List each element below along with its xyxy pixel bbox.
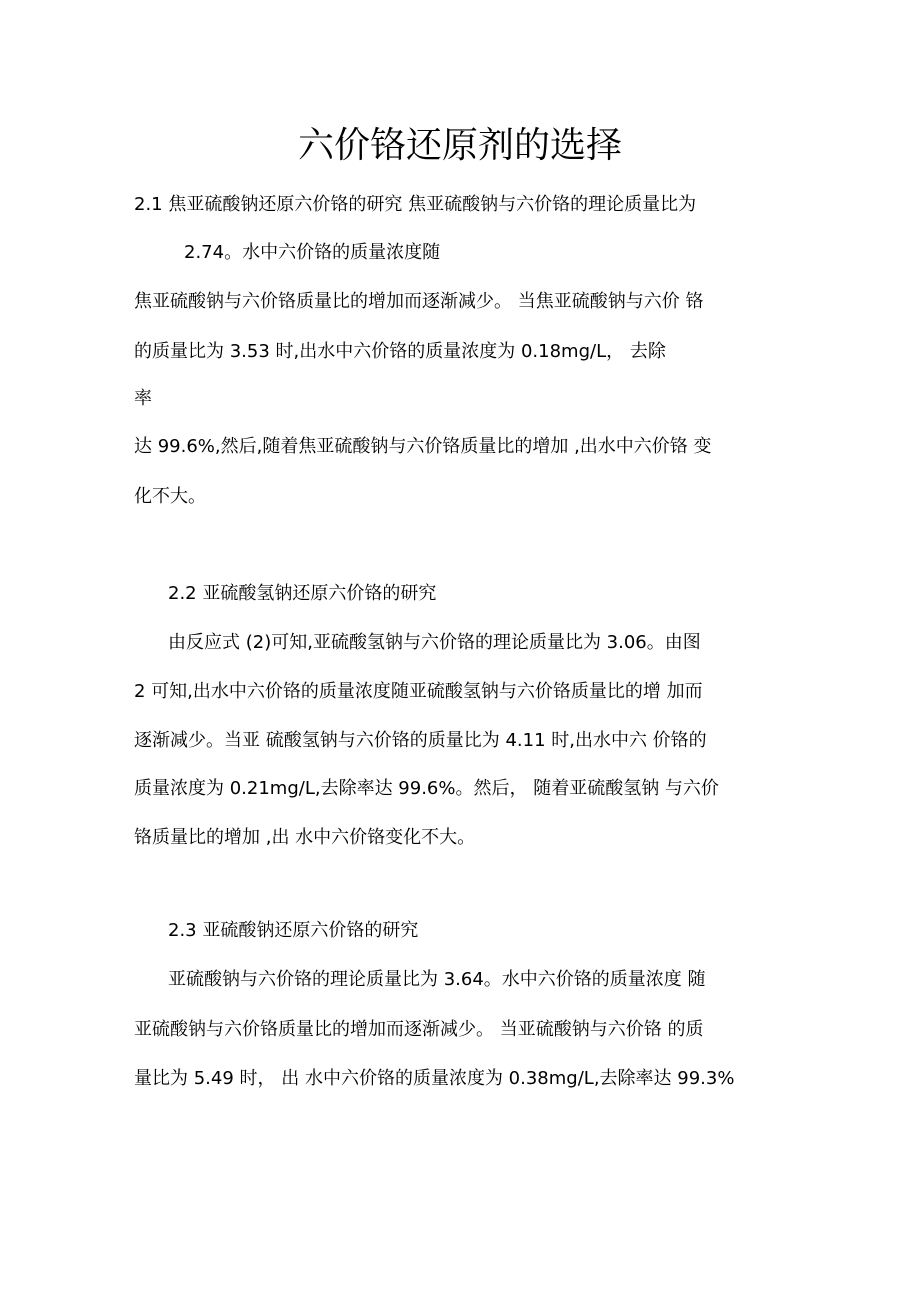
text-line-16: 亚硫酸钠与六价铬质量比的增加而逐渐减少。 当亚硫酸钠与六价铬 的质 — [134, 1019, 704, 1040]
text-line-7: 化不大。 — [134, 486, 206, 507]
section-heading-2-3: 2.3 亚硫酸钠还原六价铬的研究 — [168, 920, 419, 941]
text-line-15: 亚硫酸钠与六价铬的理论质量比为 3.64。水中六价铬的质量浓度 随 — [168, 969, 706, 990]
text-line-3: 焦亚硫酸钠与六价铬质量比的增加而逐渐减少。 当焦亚硫酸钠与六价 铬 — [134, 291, 704, 312]
text-line-10: 2 可知,出水中六价铬的质量浓度随亚硫酸氢钠与六价铬质量比的增 加而 — [134, 681, 703, 702]
text-line-11: 逐渐减少。当亚 硫酸氢钠与六价铬的质量比为 4.11 时,出水中六 价铬的 — [134, 730, 707, 751]
text-line-5: 率 — [134, 388, 152, 409]
text-line-4: 的质量比为 3.53 时,出水中六价铬的质量浓度为 0.18mg/L， 去除 — [134, 341, 666, 362]
document-title: 六价铬还原剂的选择 — [297, 125, 622, 166]
text-line-9: 由反应式 (2)可知,亚硫酸氢钠与六价铬的理论质量比为 3.06。由图 — [168, 632, 701, 653]
section-heading-2-2: 2.2 亚硫酸氢钠还原六价铬的研究 — [168, 583, 437, 604]
text-line-13: 铬质量比的增加 ,出 水中六价铬变化不大。 — [134, 827, 476, 848]
text-line-1: 2.1 焦亚硫酸钠还原六价铬的研究 焦亚硫酸钠与六价铬的理论质量比为 — [134, 194, 697, 215]
text-line-6: 达 99.6%,然后,随着焦亚硫酸钠与六价铬质量比的增加 ,出水中六价铬 变 — [134, 436, 712, 457]
text-line-17: 量比为 5.49 时， 出 水中六价铬的质量浓度为 0.38mg/L,去除率达 99.3% — [134, 1068, 735, 1089]
text-line-2: 2.74。水中六价铬的质量浓度随 — [184, 242, 441, 263]
text-line-12: 质量浓度为 0.21mg/L,去除率达 99.6%。然后， 随着亚硫酸氢钠 与六价 — [134, 778, 719, 799]
